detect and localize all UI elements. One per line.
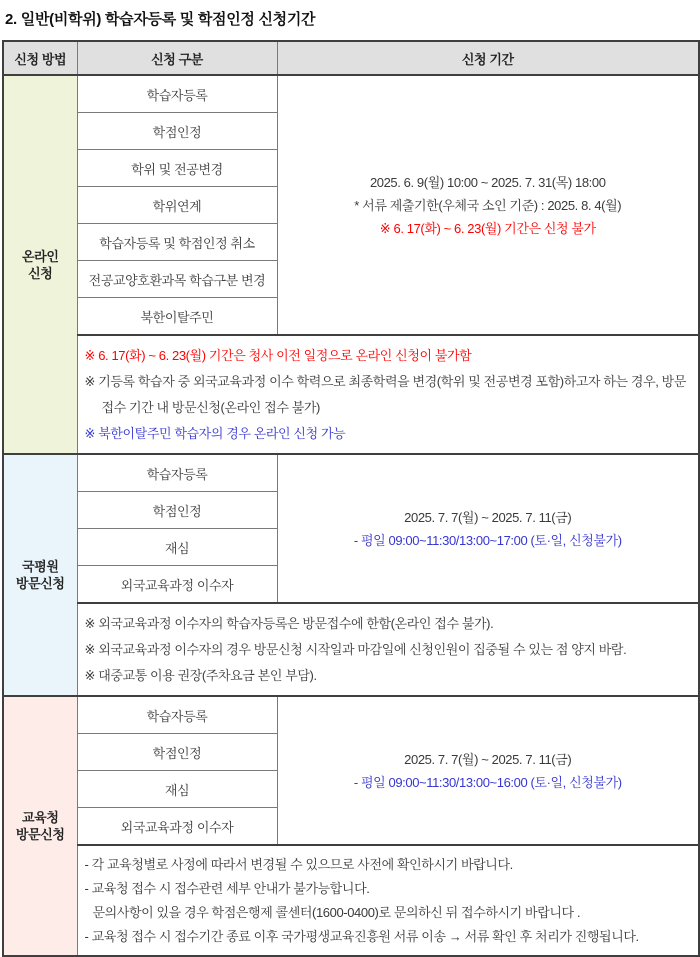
- period-cell-online: [277, 75, 699, 335]
- note-line: - 교육청 접수 시 접수기간 종료 이후 국가평생교육진흥원 서류 이송 → 서류 확인 후 처리가 진행됩니다.: [84, 929, 639, 944]
- category-cell: 학점인정: [77, 734, 277, 771]
- period-line: 2025. 6. 9(월) 10:00 ~ 2025. 7. 31(목) 18:00: [369, 174, 606, 190]
- table-row: [3, 454, 699, 492]
- category-cell: 학습자등록: [77, 696, 277, 734]
- note-line: - 교육청 접수 시 접수관련 세부 안내가 불가능합니다.: [84, 881, 370, 896]
- note-line: ※ 외국교육과정 이수자의 경우 방문신청 시작일과 마감일에 신청인원이 집중될 수 있는 점 양지 바람.: [84, 642, 627, 657]
- col-header-category: 신청 구분: [77, 41, 277, 75]
- col-header-method: 신청 방법: [3, 41, 77, 75]
- method-label-line: 방문신청: [15, 576, 65, 591]
- category-cell: 전공교양호환과목 학습구분 변경: [77, 261, 277, 298]
- col-header-period: 신청 기간: [277, 41, 699, 75]
- table-row: [3, 75, 699, 113]
- method-label-line: 방문신청: [15, 827, 65, 842]
- method-cell-edu-office-visit: [3, 696, 77, 956]
- note-line-continuation: 문의사항이 있을 경우 학점은행제 콜센터(1600-0400)로 문의하신 뒤 접수하시기 바랍니다 .: [92, 905, 581, 920]
- method-cell-online: [3, 75, 77, 454]
- period-line: 2025. 7. 7(월) ~ 2025. 7. 11(금): [404, 751, 572, 767]
- category-cell: 학위연계: [77, 187, 277, 224]
- method-label-line: 교육청: [22, 810, 59, 825]
- table-row: [3, 845, 699, 956]
- online-notes-cell: [77, 335, 699, 454]
- method-label-line: 신청: [28, 265, 53, 281]
- category-cell: 재심: [77, 771, 277, 808]
- category-cell: 외국교육과정 이수자: [77, 566, 277, 604]
- edu-office-notes-cell: [77, 845, 699, 956]
- note-line-info: ※ 북한이탈주민 학습자의 경우 온라인 신청 가능: [84, 426, 346, 441]
- period-line-info: - 평일 09:00~11:30/13:00~16:00 (토·일, 신청불가): [353, 774, 622, 790]
- period-cell-edu-office: [277, 696, 699, 845]
- table-row: [3, 603, 699, 696]
- method-cell-npe-visit: [3, 454, 77, 696]
- period-line: * 서류 제출기한(우체국 소인 기준) : 2025. 8. 4(월): [354, 197, 622, 213]
- table-row: [3, 696, 699, 734]
- page-title: 2. 일반(비학위) 학습자등록 및 학점인정 신청기간: [5, 11, 316, 28]
- note-line: ※ 외국교육과정 이수자의 학습자등록은 방문접수에 한함(온라인 접수 불가).: [84, 616, 494, 631]
- category-cell: 학습자등록: [77, 75, 277, 113]
- note-line: - 각 교육청별로 사정에 따라서 변경될 수 있으므로 사전에 확인하시기 바랍니다.: [84, 857, 513, 872]
- category-cell: 학점인정: [77, 113, 277, 150]
- category-cell: 학점인정: [77, 492, 277, 529]
- category-cell: 학습자등록: [77, 454, 277, 492]
- method-label-line: 국평원: [22, 559, 59, 574]
- application-period-table: [2, 40, 700, 957]
- period-line: 2025. 7. 7(월) ~ 2025. 7. 11(금): [404, 509, 572, 525]
- table-header-row: [3, 41, 699, 75]
- category-cell: 학습자등록 및 학점인정 취소: [77, 224, 277, 261]
- category-cell: 학위 및 전공변경: [77, 150, 277, 187]
- period-cell-npe-visit: [277, 454, 699, 603]
- table-row: [3, 335, 699, 454]
- category-cell: 북한이탈주민: [77, 298, 277, 336]
- note-line: ※ 대중교통 이용 권장(주차요금 본인 부담).: [84, 668, 317, 683]
- note-line: ※ 기등록 학습자 중 외국교육과정 이수 학력으로 최종학력을 변경(학위 및 전공변경 포함)하고자 하는 경우, 방문접수 기간 내 방문신청(온라인 접수 불가): [84, 374, 686, 415]
- period-line-alert: ※ 6. 17(화) ~ 6. 23(월) 기간은 신청 불가: [379, 220, 596, 236]
- category-cell: 재심: [77, 529, 277, 566]
- category-cell: 외국교육과정 이수자: [77, 808, 277, 846]
- method-label-line: 온라인: [22, 248, 59, 264]
- npe-visit-notes-cell: [77, 603, 699, 696]
- note-line-alert: ※ 6. 17(화) ~ 6. 23(월) 기간은 청사 이전 일정으로 온라인 신청이 불가함: [84, 348, 472, 363]
- period-line-info: - 평일 09:00~11:30/13:00~17:00 (토·일, 신청불가): [353, 532, 622, 548]
